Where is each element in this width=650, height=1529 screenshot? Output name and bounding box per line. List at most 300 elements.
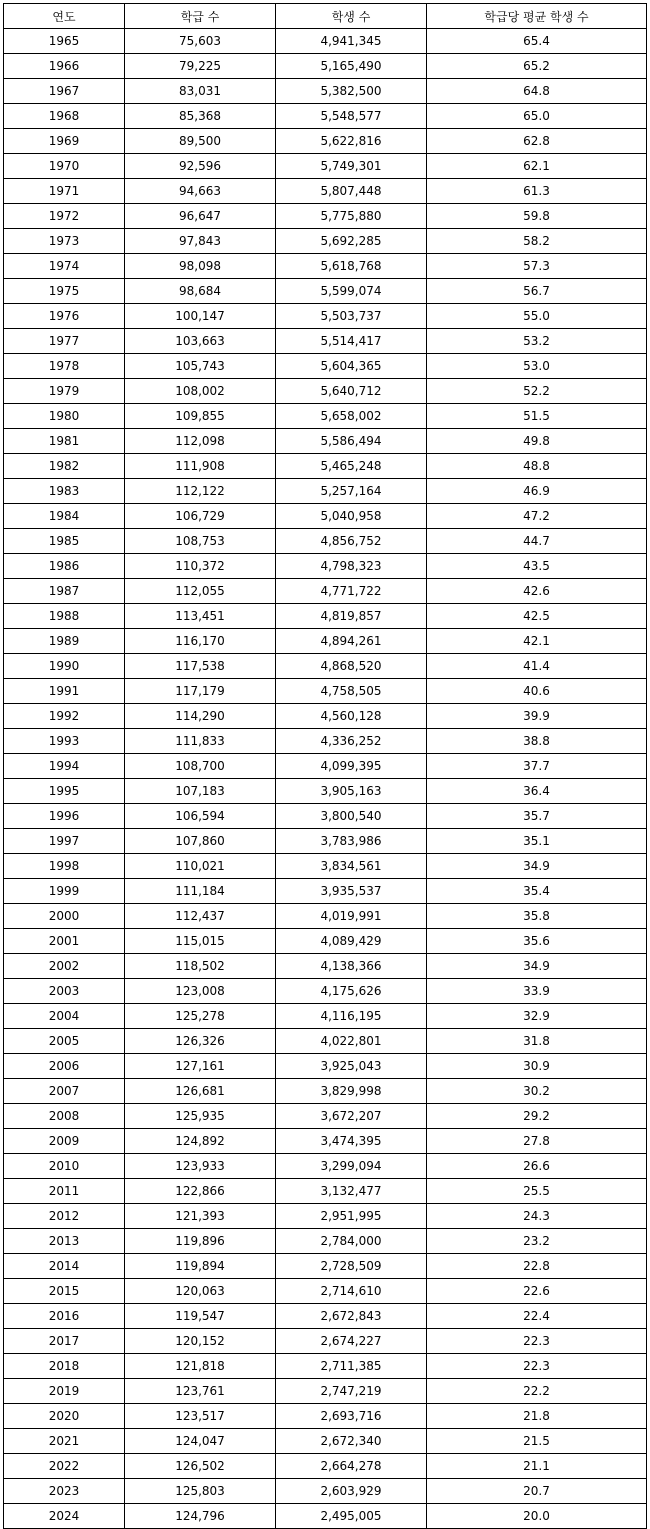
classes-cell: 126,681 bbox=[125, 1079, 276, 1104]
header-students: 학생 수 bbox=[276, 4, 427, 29]
year-cell: 1982 bbox=[4, 454, 125, 479]
year-cell: 1973 bbox=[4, 229, 125, 254]
students-cell: 3,905,163 bbox=[276, 779, 427, 804]
classes-cell: 120,063 bbox=[125, 1279, 276, 1304]
table-row bbox=[4, 879, 647, 904]
students-cell: 5,640,712 bbox=[276, 379, 427, 404]
classes-cell: 119,894 bbox=[125, 1254, 276, 1279]
table-row bbox=[4, 1004, 647, 1029]
table-row bbox=[4, 1504, 647, 1529]
avg-students-cell: 35.4 bbox=[427, 879, 647, 904]
students-cell: 5,775,880 bbox=[276, 204, 427, 229]
classes-cell: 111,184 bbox=[125, 879, 276, 904]
classes-cell: 123,933 bbox=[125, 1154, 276, 1179]
classes-cell: 113,451 bbox=[125, 604, 276, 629]
students-cell: 4,798,323 bbox=[276, 554, 427, 579]
header-year: 연도 bbox=[4, 4, 125, 29]
table-row bbox=[4, 1054, 647, 1079]
classes-cell: 126,326 bbox=[125, 1029, 276, 1054]
classes-cell: 114,290 bbox=[125, 704, 276, 729]
classes-cell: 94,663 bbox=[125, 179, 276, 204]
year-cell: 1997 bbox=[4, 829, 125, 854]
table-row bbox=[4, 504, 647, 529]
year-cell: 1967 bbox=[4, 79, 125, 104]
avg-students-cell: 35.7 bbox=[427, 804, 647, 829]
classes-cell: 106,729 bbox=[125, 504, 276, 529]
students-cell: 3,299,094 bbox=[276, 1154, 427, 1179]
avg-students-cell: 21.1 bbox=[427, 1454, 647, 1479]
table-row bbox=[4, 1229, 647, 1254]
year-cell: 1996 bbox=[4, 804, 125, 829]
year-cell: 2007 bbox=[4, 1079, 125, 1104]
year-cell: 1976 bbox=[4, 304, 125, 329]
students-cell: 2,672,340 bbox=[276, 1429, 427, 1454]
students-cell: 5,040,958 bbox=[276, 504, 427, 529]
table-row bbox=[4, 804, 647, 829]
classes-cell: 127,161 bbox=[125, 1054, 276, 1079]
year-cell: 1993 bbox=[4, 729, 125, 754]
year-cell: 2011 bbox=[4, 1179, 125, 1204]
avg-students-cell: 43.5 bbox=[427, 554, 647, 579]
avg-students-cell: 37.7 bbox=[427, 754, 647, 779]
table-row bbox=[4, 854, 647, 879]
table-row bbox=[4, 179, 647, 204]
classes-cell: 117,179 bbox=[125, 679, 276, 704]
avg-students-cell: 59.8 bbox=[427, 204, 647, 229]
table-row bbox=[4, 329, 647, 354]
classes-cell: 97,843 bbox=[125, 229, 276, 254]
students-cell: 5,257,164 bbox=[276, 479, 427, 504]
students-cell: 2,714,610 bbox=[276, 1279, 427, 1304]
students-cell: 4,099,395 bbox=[276, 754, 427, 779]
classes-cell: 107,183 bbox=[125, 779, 276, 804]
avg-students-cell: 39.9 bbox=[427, 704, 647, 729]
year-cell: 1999 bbox=[4, 879, 125, 904]
avg-students-cell: 22.3 bbox=[427, 1329, 647, 1354]
table-row bbox=[4, 829, 647, 854]
table-row bbox=[4, 1279, 647, 1304]
classes-cell: 117,538 bbox=[125, 654, 276, 679]
classes-cell: 98,098 bbox=[125, 254, 276, 279]
classes-cell: 100,147 bbox=[125, 304, 276, 329]
classes-cell: 124,796 bbox=[125, 1504, 276, 1529]
year-cell: 1968 bbox=[4, 104, 125, 129]
year-cell: 1970 bbox=[4, 154, 125, 179]
table-row bbox=[4, 354, 647, 379]
students-cell: 4,856,752 bbox=[276, 529, 427, 554]
students-cell: 3,672,207 bbox=[276, 1104, 427, 1129]
table-row bbox=[4, 904, 647, 929]
classes-cell: 110,021 bbox=[125, 854, 276, 879]
avg-students-cell: 53.0 bbox=[427, 354, 647, 379]
students-cell: 5,658,002 bbox=[276, 404, 427, 429]
table-row bbox=[4, 1179, 647, 1204]
students-cell: 4,336,252 bbox=[276, 729, 427, 754]
classes-cell: 112,055 bbox=[125, 579, 276, 604]
year-cell: 1986 bbox=[4, 554, 125, 579]
avg-students-cell: 51.5 bbox=[427, 404, 647, 429]
table-row bbox=[4, 1079, 647, 1104]
table-row bbox=[4, 1154, 647, 1179]
students-cell: 4,941,345 bbox=[276, 29, 427, 54]
table-row bbox=[4, 954, 647, 979]
year-cell: 1974 bbox=[4, 254, 125, 279]
table-row bbox=[4, 579, 647, 604]
avg-students-cell: 25.5 bbox=[427, 1179, 647, 1204]
year-cell: 1972 bbox=[4, 204, 125, 229]
classes-cell: 119,547 bbox=[125, 1304, 276, 1329]
students-cell: 5,465,248 bbox=[276, 454, 427, 479]
classes-cell: 122,866 bbox=[125, 1179, 276, 1204]
classes-cell: 96,647 bbox=[125, 204, 276, 229]
avg-students-cell: 30.9 bbox=[427, 1054, 647, 1079]
students-cell: 3,800,540 bbox=[276, 804, 427, 829]
classes-cell: 112,437 bbox=[125, 904, 276, 929]
table-row bbox=[4, 754, 647, 779]
avg-students-cell: 31.8 bbox=[427, 1029, 647, 1054]
students-cell: 5,514,417 bbox=[276, 329, 427, 354]
students-cell: 5,618,768 bbox=[276, 254, 427, 279]
classes-cell: 79,225 bbox=[125, 54, 276, 79]
year-cell: 1978 bbox=[4, 354, 125, 379]
avg-students-cell: 24.3 bbox=[427, 1204, 647, 1229]
table-row bbox=[4, 654, 647, 679]
avg-students-cell: 55.0 bbox=[427, 304, 647, 329]
classes-cell: 83,031 bbox=[125, 79, 276, 104]
table-row bbox=[4, 1429, 647, 1454]
students-cell: 3,132,477 bbox=[276, 1179, 427, 1204]
table-row bbox=[4, 1379, 647, 1404]
classes-cell: 98,684 bbox=[125, 279, 276, 304]
table-row bbox=[4, 1029, 647, 1054]
avg-students-cell: 47.2 bbox=[427, 504, 647, 529]
classes-cell: 109,855 bbox=[125, 404, 276, 429]
year-cell: 2013 bbox=[4, 1229, 125, 1254]
year-cell: 1988 bbox=[4, 604, 125, 629]
year-cell: 1977 bbox=[4, 329, 125, 354]
header-avg-students: 학급당 평균 학생 수 bbox=[427, 4, 647, 29]
year-cell: 1980 bbox=[4, 404, 125, 429]
year-cell: 2014 bbox=[4, 1254, 125, 1279]
table-row bbox=[4, 304, 647, 329]
table-body bbox=[4, 29, 647, 1529]
avg-students-cell: 42.6 bbox=[427, 579, 647, 604]
avg-students-cell: 34.9 bbox=[427, 854, 647, 879]
year-cell: 2012 bbox=[4, 1204, 125, 1229]
classes-cell: 108,002 bbox=[125, 379, 276, 404]
classes-cell: 108,700 bbox=[125, 754, 276, 779]
table-row bbox=[4, 404, 647, 429]
year-cell: 1985 bbox=[4, 529, 125, 554]
avg-students-cell: 22.6 bbox=[427, 1279, 647, 1304]
classes-cell: 121,393 bbox=[125, 1204, 276, 1229]
year-cell: 1989 bbox=[4, 629, 125, 654]
table-row bbox=[4, 379, 647, 404]
year-cell: 1984 bbox=[4, 504, 125, 529]
students-cell: 3,474,395 bbox=[276, 1129, 427, 1154]
year-cell: 1971 bbox=[4, 179, 125, 204]
avg-students-cell: 22.8 bbox=[427, 1254, 647, 1279]
year-cell: 2018 bbox=[4, 1354, 125, 1379]
students-cell: 2,672,843 bbox=[276, 1304, 427, 1329]
table-row bbox=[4, 679, 647, 704]
table-row bbox=[4, 554, 647, 579]
students-cell: 4,819,857 bbox=[276, 604, 427, 629]
table-row bbox=[4, 629, 647, 654]
classes-cell: 111,833 bbox=[125, 729, 276, 754]
table-row bbox=[4, 979, 647, 1004]
students-cell: 5,548,577 bbox=[276, 104, 427, 129]
students-cell: 4,116,195 bbox=[276, 1004, 427, 1029]
table-row bbox=[4, 1254, 647, 1279]
avg-students-cell: 62.1 bbox=[427, 154, 647, 179]
avg-students-cell: 36.4 bbox=[427, 779, 647, 804]
table-row bbox=[4, 154, 647, 179]
avg-students-cell: 22.4 bbox=[427, 1304, 647, 1329]
table-row bbox=[4, 929, 647, 954]
table-row bbox=[4, 1454, 647, 1479]
avg-students-cell: 38.8 bbox=[427, 729, 647, 754]
students-cell: 5,503,737 bbox=[276, 304, 427, 329]
year-cell: 2006 bbox=[4, 1054, 125, 1079]
students-cell: 4,771,722 bbox=[276, 579, 427, 604]
year-cell: 2010 bbox=[4, 1154, 125, 1179]
avg-students-cell: 58.2 bbox=[427, 229, 647, 254]
students-cell: 3,829,998 bbox=[276, 1079, 427, 1104]
students-cell: 4,022,801 bbox=[276, 1029, 427, 1054]
table-row bbox=[4, 29, 647, 54]
avg-students-cell: 49.8 bbox=[427, 429, 647, 454]
avg-students-cell: 41.4 bbox=[427, 654, 647, 679]
table-row bbox=[4, 1404, 647, 1429]
year-cell: 2002 bbox=[4, 954, 125, 979]
avg-students-cell: 21.8 bbox=[427, 1404, 647, 1429]
table-row bbox=[4, 104, 647, 129]
classes-cell: 106,594 bbox=[125, 804, 276, 829]
table-row bbox=[4, 254, 647, 279]
students-cell: 5,604,365 bbox=[276, 354, 427, 379]
avg-students-cell: 65.0 bbox=[427, 104, 647, 129]
students-cell: 2,674,227 bbox=[276, 1329, 427, 1354]
avg-students-cell: 22.2 bbox=[427, 1379, 647, 1404]
avg-students-cell: 33.9 bbox=[427, 979, 647, 1004]
avg-students-cell: 48.8 bbox=[427, 454, 647, 479]
students-cell: 4,138,366 bbox=[276, 954, 427, 979]
avg-students-cell: 35.6 bbox=[427, 929, 647, 954]
classes-cell: 85,368 bbox=[125, 104, 276, 129]
avg-students-cell: 62.8 bbox=[427, 129, 647, 154]
classes-cell: 92,596 bbox=[125, 154, 276, 179]
avg-students-cell: 32.9 bbox=[427, 1004, 647, 1029]
year-cell: 2023 bbox=[4, 1479, 125, 1504]
classes-cell: 123,517 bbox=[125, 1404, 276, 1429]
year-cell: 2001 bbox=[4, 929, 125, 954]
classes-cell: 89,500 bbox=[125, 129, 276, 154]
avg-students-cell: 20.7 bbox=[427, 1479, 647, 1504]
students-cell: 5,382,500 bbox=[276, 79, 427, 104]
year-cell: 1994 bbox=[4, 754, 125, 779]
avg-students-cell: 27.8 bbox=[427, 1129, 647, 1154]
year-cell: 2005 bbox=[4, 1029, 125, 1054]
table-row bbox=[4, 229, 647, 254]
classes-cell: 119,896 bbox=[125, 1229, 276, 1254]
students-cell: 5,692,285 bbox=[276, 229, 427, 254]
table-row bbox=[4, 1104, 647, 1129]
students-cell: 3,925,043 bbox=[276, 1054, 427, 1079]
classes-cell: 112,098 bbox=[125, 429, 276, 454]
classes-cell: 110,372 bbox=[125, 554, 276, 579]
class-size-table bbox=[3, 3, 647, 1529]
avg-students-cell: 61.3 bbox=[427, 179, 647, 204]
table-row bbox=[4, 704, 647, 729]
students-cell: 2,711,385 bbox=[276, 1354, 427, 1379]
students-cell: 2,603,929 bbox=[276, 1479, 427, 1504]
classes-cell: 107,860 bbox=[125, 829, 276, 854]
students-cell: 2,728,509 bbox=[276, 1254, 427, 1279]
header-classes: 학급 수 bbox=[125, 4, 276, 29]
year-cell: 2019 bbox=[4, 1379, 125, 1404]
table-row bbox=[4, 129, 647, 154]
classes-cell: 125,935 bbox=[125, 1104, 276, 1129]
table-row bbox=[4, 1304, 647, 1329]
students-cell: 2,784,000 bbox=[276, 1229, 427, 1254]
avg-students-cell: 65.2 bbox=[427, 54, 647, 79]
students-cell: 3,834,561 bbox=[276, 854, 427, 879]
classes-cell: 105,743 bbox=[125, 354, 276, 379]
classes-cell: 124,047 bbox=[125, 1429, 276, 1454]
table-row bbox=[4, 79, 647, 104]
avg-students-cell: 20.0 bbox=[427, 1504, 647, 1529]
students-cell: 5,586,494 bbox=[276, 429, 427, 454]
year-cell: 1965 bbox=[4, 29, 125, 54]
classes-cell: 124,892 bbox=[125, 1129, 276, 1154]
avg-students-cell: 30.2 bbox=[427, 1079, 647, 1104]
table-row bbox=[4, 479, 647, 504]
classes-cell: 125,278 bbox=[125, 1004, 276, 1029]
year-cell: 1991 bbox=[4, 679, 125, 704]
students-cell: 4,868,520 bbox=[276, 654, 427, 679]
students-cell: 5,749,301 bbox=[276, 154, 427, 179]
table-row bbox=[4, 204, 647, 229]
classes-cell: 75,603 bbox=[125, 29, 276, 54]
year-cell: 1969 bbox=[4, 129, 125, 154]
avg-students-cell: 26.6 bbox=[427, 1154, 647, 1179]
table-row bbox=[4, 1354, 647, 1379]
students-cell: 2,951,995 bbox=[276, 1204, 427, 1229]
table-row bbox=[4, 429, 647, 454]
header-row bbox=[4, 4, 647, 29]
classes-cell: 108,753 bbox=[125, 529, 276, 554]
classes-cell: 121,818 bbox=[125, 1354, 276, 1379]
year-cell: 2008 bbox=[4, 1104, 125, 1129]
students-cell: 2,693,716 bbox=[276, 1404, 427, 1429]
students-cell: 5,807,448 bbox=[276, 179, 427, 204]
year-cell: 2009 bbox=[4, 1129, 125, 1154]
table-row bbox=[4, 1329, 647, 1354]
classes-cell: 116,170 bbox=[125, 629, 276, 654]
avg-students-cell: 64.8 bbox=[427, 79, 647, 104]
avg-students-cell: 35.1 bbox=[427, 829, 647, 854]
table-row bbox=[4, 454, 647, 479]
avg-students-cell: 42.1 bbox=[427, 629, 647, 654]
avg-students-cell: 44.7 bbox=[427, 529, 647, 554]
year-cell: 1966 bbox=[4, 54, 125, 79]
avg-students-cell: 34.9 bbox=[427, 954, 647, 979]
classes-cell: 125,803 bbox=[125, 1479, 276, 1504]
students-cell: 4,894,261 bbox=[276, 629, 427, 654]
students-cell: 4,758,505 bbox=[276, 679, 427, 704]
year-cell: 2004 bbox=[4, 1004, 125, 1029]
classes-cell: 118,502 bbox=[125, 954, 276, 979]
year-cell: 1979 bbox=[4, 379, 125, 404]
classes-cell: 123,008 bbox=[125, 979, 276, 1004]
table-row bbox=[4, 529, 647, 554]
students-cell: 4,175,626 bbox=[276, 979, 427, 1004]
avg-students-cell: 42.5 bbox=[427, 604, 647, 629]
students-cell: 2,664,278 bbox=[276, 1454, 427, 1479]
avg-students-cell: 29.2 bbox=[427, 1104, 647, 1129]
students-cell: 5,165,490 bbox=[276, 54, 427, 79]
year-cell: 1987 bbox=[4, 579, 125, 604]
avg-students-cell: 46.9 bbox=[427, 479, 647, 504]
avg-students-cell: 21.5 bbox=[427, 1429, 647, 1454]
table-row bbox=[4, 779, 647, 804]
year-cell: 1995 bbox=[4, 779, 125, 804]
students-cell: 2,495,005 bbox=[276, 1504, 427, 1529]
year-cell: 2024 bbox=[4, 1504, 125, 1529]
year-cell: 2021 bbox=[4, 1429, 125, 1454]
year-cell: 1983 bbox=[4, 479, 125, 504]
year-cell: 2015 bbox=[4, 1279, 125, 1304]
table-row bbox=[4, 279, 647, 304]
students-cell: 3,935,537 bbox=[276, 879, 427, 904]
classes-cell: 111,908 bbox=[125, 454, 276, 479]
students-cell: 2,747,219 bbox=[276, 1379, 427, 1404]
table-row bbox=[4, 604, 647, 629]
students-cell: 4,089,429 bbox=[276, 929, 427, 954]
avg-students-cell: 23.2 bbox=[427, 1229, 647, 1254]
classes-cell: 126,502 bbox=[125, 1454, 276, 1479]
year-cell: 2000 bbox=[4, 904, 125, 929]
students-cell: 5,599,074 bbox=[276, 279, 427, 304]
classes-cell: 120,152 bbox=[125, 1329, 276, 1354]
avg-students-cell: 56.7 bbox=[427, 279, 647, 304]
year-cell: 2016 bbox=[4, 1304, 125, 1329]
year-cell: 2003 bbox=[4, 979, 125, 1004]
students-cell: 3,783,986 bbox=[276, 829, 427, 854]
year-cell: 2022 bbox=[4, 1454, 125, 1479]
table-row bbox=[4, 1204, 647, 1229]
year-cell: 1981 bbox=[4, 429, 125, 454]
classes-cell: 103,663 bbox=[125, 329, 276, 354]
year-cell: 2017 bbox=[4, 1329, 125, 1354]
avg-students-cell: 52.2 bbox=[427, 379, 647, 404]
avg-students-cell: 65.4 bbox=[427, 29, 647, 54]
year-cell: 2020 bbox=[4, 1404, 125, 1429]
year-cell: 1975 bbox=[4, 279, 125, 304]
avg-students-cell: 40.6 bbox=[427, 679, 647, 704]
year-cell: 1998 bbox=[4, 854, 125, 879]
year-cell: 1992 bbox=[4, 704, 125, 729]
students-cell: 4,019,991 bbox=[276, 904, 427, 929]
avg-students-cell: 35.8 bbox=[427, 904, 647, 929]
students-cell: 5,622,816 bbox=[276, 129, 427, 154]
avg-students-cell: 57.3 bbox=[427, 254, 647, 279]
avg-students-cell: 53.2 bbox=[427, 329, 647, 354]
avg-students-cell: 22.3 bbox=[427, 1354, 647, 1379]
table-row bbox=[4, 1479, 647, 1504]
classes-cell: 112,122 bbox=[125, 479, 276, 504]
